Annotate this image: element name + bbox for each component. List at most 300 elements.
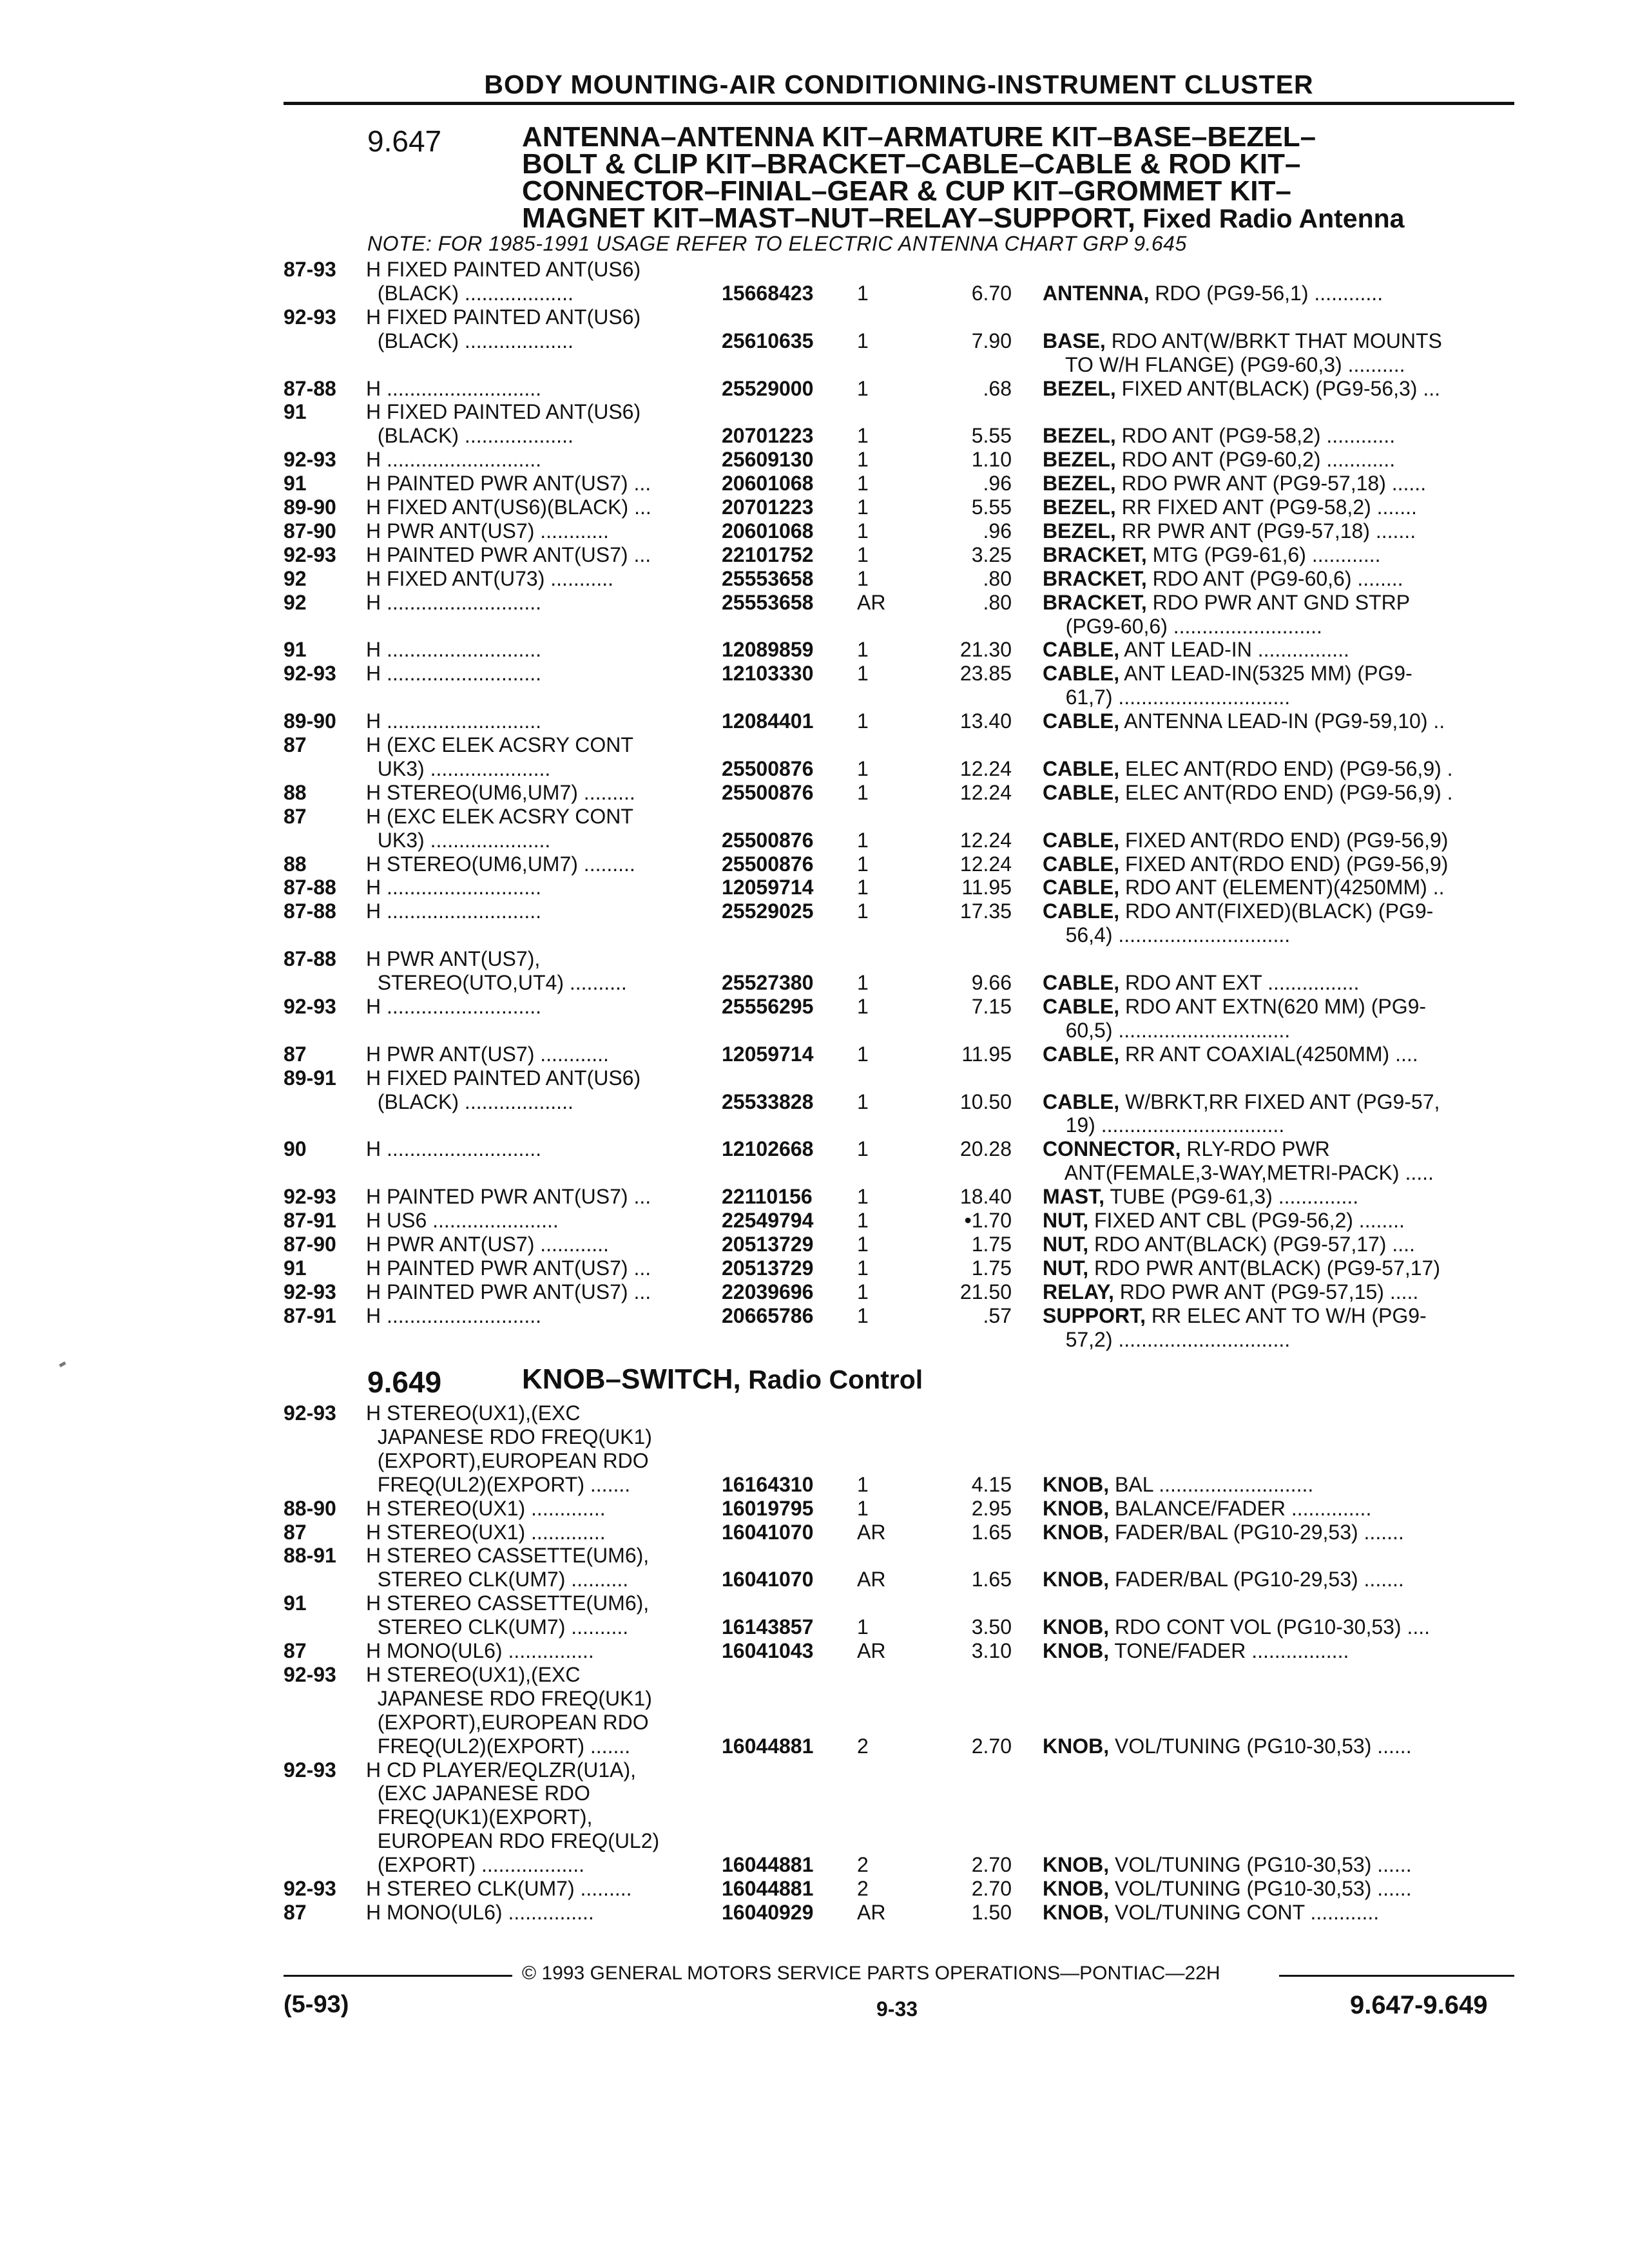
section-title-line: BOLT & CLIP KIT–BRACKET–CABLE–CABLE & ROD KIT–: [522, 148, 1301, 180]
part-name-bold: BEZEL,: [1043, 376, 1116, 400]
part-name-detail: RDO ANT (PG9-60,2) ............: [1115, 448, 1396, 472]
year-range: 87: [284, 1639, 307, 1662]
year-range: 89-90: [284, 709, 336, 733]
year-range: 87-88: [284, 376, 336, 400]
usage-description: H STEREO(UM6,UM7) .........: [366, 780, 635, 804]
quantity: 1: [857, 1042, 869, 1066]
part-name-bold: KNOB,: [1043, 1496, 1110, 1520]
price: 1.10: [971, 448, 1012, 472]
part-name-detail: RDO ANT(W/BRKT THAT MOUNTS: [1105, 329, 1442, 352]
part-name-bold: MAST,: [1043, 1185, 1104, 1209]
part-name-bold: KNOB,: [1043, 1734, 1110, 1758]
part-name: [1043, 1568, 1519, 1591]
part-name-bold: BASE,: [1043, 329, 1106, 352]
quantity: 1: [857, 543, 869, 566]
year-range: 92: [284, 590, 307, 614]
part-name-detail: RDO PWR ANT (PG9-57,18) ......: [1115, 472, 1427, 495]
usage-description: H STEREO(UX1),(EXC: [366, 1401, 581, 1425]
part-name-detail: RDO ANT (ELEMENT)(4250MM) ..: [1119, 876, 1445, 899]
year-range: 92-93: [284, 1185, 336, 1209]
part-name: [1043, 1521, 1519, 1544]
footer-page-number: 9-33: [876, 1997, 918, 2021]
year-range: 90: [284, 1137, 307, 1161]
usage-description: H STEREO(UX1) .............: [366, 1520, 606, 1544]
part-name-detail: RDO (PG9-56,1) ............: [1149, 281, 1383, 305]
section-title-line: CONNECTOR–FINIAL–GEAR & CUP KIT–GROMMET KIT–: [522, 175, 1291, 207]
part-number: 25529025: [722, 899, 814, 923]
part-number: 12103330: [722, 662, 814, 686]
part-name-detail: RR FIXED ANT (PG9-58,2) .......: [1115, 495, 1417, 519]
usage-description: H PAINTED PWR ANT(US7) ...: [366, 543, 651, 566]
quantity: 1: [857, 1496, 869, 1520]
usage-description: H PAINTED PWR ANT(US7) ...: [366, 472, 651, 495]
price: 13.40: [959, 709, 1012, 733]
quantity: 1: [857, 876, 869, 899]
part-name-bold: BEZEL,: [1043, 472, 1116, 495]
part-name-bold: BRACKET,: [1043, 543, 1147, 566]
part-number: 16044881: [722, 1853, 814, 1877]
quantity: 1: [857, 971, 869, 994]
part-name-detail: VOL/TUNING (PG10-30,53) ......: [1109, 1877, 1412, 1900]
part-name-bold: CABLE,: [1043, 899, 1120, 923]
usage-description: EUROPEAN RDO FREQ(UL2): [366, 1829, 660, 1853]
part-name-bold: CABLE,: [1043, 828, 1120, 852]
part-name-bold: BEZEL,: [1043, 495, 1116, 519]
part-number: 16044881: [722, 1877, 814, 1900]
part-name-bold: KNOB,: [1043, 1520, 1110, 1544]
usage-description: H PWR ANT(US7) ............: [366, 1232, 609, 1256]
year-range: 92-93: [284, 1877, 336, 1900]
year-range: 87: [284, 733, 307, 756]
part-name-detail: RDO ANT(FIXED)(BLACK) (PG9-: [1119, 899, 1434, 923]
part-name-detail: RDO ANT EXT ................: [1119, 971, 1360, 994]
price: 12.24: [959, 756, 1012, 780]
usage-description: H ...........................: [366, 876, 542, 899]
part-name: [1043, 1735, 1519, 1758]
part-name-detail: ANT(FEMALE,3-WAY,METRI-PACK) .....: [1043, 1161, 1434, 1185]
usage-description: H STEREO CLK(UM7) .........: [366, 1877, 632, 1900]
part-name-detail: TO W/H FLANGE) (PG9-60,3) ..........: [1043, 352, 1405, 376]
part-name-bold: SUPPORT,: [1043, 1303, 1146, 1327]
part-number: 16044881: [722, 1734, 814, 1758]
part-name-detail: FADER/BAL (PG10-29,53) .......: [1109, 1520, 1404, 1544]
part-number: 12059714: [722, 876, 814, 899]
part-name-detail: VOL/TUNING (PG10-30,53) ......: [1109, 1853, 1412, 1877]
part-name: [1043, 1901, 1519, 1925]
usage-description: H ...........................: [366, 709, 542, 733]
price: •1.70: [964, 1209, 1012, 1232]
part-name-detail: TONE/FADER .................: [1109, 1639, 1349, 1662]
part-name-detail: RR ANT COAXIAL(4250MM) ....: [1119, 1042, 1418, 1066]
price: 20.28: [959, 1137, 1012, 1161]
part-number: 12102668: [722, 1137, 814, 1161]
price: 2.70: [971, 1734, 1012, 1758]
usage-description: H ...........................: [366, 899, 542, 923]
part-name-bold: KNOB,: [1043, 1877, 1110, 1900]
usage-description: (BLACK) ...................: [366, 281, 574, 305]
part-name-detail: 57,2) ..............................: [1043, 1327, 1291, 1351]
year-range: 92-93: [284, 305, 336, 329]
part-number: 12084401: [722, 709, 814, 733]
footer-date: (5-93): [284, 1991, 349, 2018]
year-range: 92-93: [284, 1758, 336, 1782]
year-range: 87-91: [284, 1303, 336, 1327]
usage-description: STEREO CLK(UM7) ..........: [366, 1568, 629, 1591]
part-name-detail: RDO PWR ANT (PG9-57,15) .....: [1113, 1280, 1419, 1303]
year-range: 88: [284, 852, 307, 876]
part-name-bold: CONNECTOR,: [1043, 1137, 1181, 1161]
usage-description: H FIXED PAINTED ANT(US6): [366, 1066, 641, 1090]
part-number: 25553658: [722, 590, 814, 614]
year-range: 92-93: [284, 1280, 336, 1303]
price: .80: [983, 590, 1012, 614]
part-name-bold: CABLE,: [1043, 852, 1120, 876]
part-number: 12059714: [722, 1042, 814, 1066]
price: 2.95: [971, 1496, 1012, 1520]
price: 1.75: [971, 1232, 1012, 1256]
usage-description: H ...........................: [366, 638, 542, 662]
year-range: 91: [284, 472, 307, 495]
usage-description: H FIXED PAINTED ANT(US6): [366, 258, 641, 281]
part-name-bold: CABLE,: [1043, 780, 1120, 804]
part-name-bold: KNOB,: [1043, 1639, 1110, 1662]
year-range: 91: [284, 400, 307, 424]
quantity: 1: [857, 1615, 869, 1639]
price: 7.15: [971, 994, 1012, 1018]
part-name-bold: NUT,: [1043, 1232, 1089, 1256]
part-name: [1043, 1877, 1519, 1901]
part-name: [1043, 1497, 1519, 1521]
part-number: 16019795: [722, 1496, 814, 1520]
usage-description: H PAINTED PWR ANT(US7) ...: [366, 1185, 651, 1209]
quantity: 1: [857, 1185, 869, 1209]
part-name-bold: BRACKET,: [1043, 590, 1147, 614]
year-range: 92-93: [284, 543, 336, 566]
part-name-detail: FIXED ANT(BLACK) (PG9-56,3) ...: [1115, 376, 1441, 400]
quantity: 1: [857, 472, 869, 495]
quantity: 1: [857, 1256, 869, 1280]
year-range: 87: [284, 1042, 307, 1066]
usage-description: H PAINTED PWR ANT(US7) ...: [366, 1256, 651, 1280]
part-number: 16164310: [722, 1472, 814, 1496]
usage-description: H ...........................: [366, 662, 542, 686]
quantity: 1: [857, 519, 869, 543]
part-number: 25610635: [722, 329, 814, 352]
part-name-detail: MTG (PG9-61,6) ............: [1146, 543, 1381, 566]
quantity: 1: [857, 424, 869, 448]
usage-description: H ...........................: [366, 448, 542, 472]
usage-description: H FIXED ANT(U73) ...........: [366, 566, 614, 590]
quantity: 1: [857, 994, 869, 1018]
usage-description: H CD PLAYER/EQLZR(U1A),: [366, 1758, 637, 1782]
quantity: 1: [857, 281, 869, 305]
price: 2.70: [971, 1877, 1012, 1900]
footer-rule: [1279, 1975, 1514, 1977]
price: 5.55: [971, 495, 1012, 519]
year-range: 91: [284, 638, 307, 662]
usage-description: FREQ(UL2)(EXPORT) .......: [366, 1472, 631, 1496]
price: 2.70: [971, 1853, 1012, 1877]
part-number: 25529000: [722, 376, 814, 400]
price: 6.70: [971, 281, 1012, 305]
usage-description: H PWR ANT(US7) ............: [366, 519, 609, 543]
part-number: 20601068: [722, 472, 814, 495]
section-title-line: ANTENNA–ANTENNA KIT–ARMATURE KIT–BASE–BEZEL–: [522, 121, 1316, 153]
price: 21.30: [959, 638, 1012, 662]
year-range: 87-88: [284, 876, 336, 899]
year-range: 88: [284, 780, 307, 804]
usage-note: NOTE: FOR 1985-1991 USAGE REFER TO ELECTRIC ANTENNA CHART GRP 9.645: [367, 232, 1187, 255]
part-name-detail: RDO ANT (PG9-60,6) ........: [1146, 566, 1403, 590]
part-name-detail: RDO ANT(BLACK) (PG9-57,17) ....: [1088, 1232, 1415, 1256]
part-number: 16041070: [722, 1568, 814, 1591]
part-name-detail: 61,7) ..............................: [1043, 686, 1291, 709]
year-range: 87-88: [284, 899, 336, 923]
usage-description: (BLACK) ...................: [366, 329, 574, 352]
part-number: 25500876: [722, 828, 814, 852]
part-name-detail: 56,4) ..............................: [1043, 923, 1291, 947]
price: .57: [983, 1303, 1012, 1327]
usage-description: H ...........................: [366, 1137, 542, 1161]
part-name-bold: BEZEL,: [1043, 448, 1116, 472]
usage-description: H ...........................: [366, 376, 542, 400]
usage-description: H STEREO CASSETTE(UM6),: [366, 1544, 650, 1568]
part-name: [1043, 1615, 1519, 1639]
part-name-bold: BRACKET,: [1043, 566, 1147, 590]
part-number: 22039696: [722, 1280, 814, 1303]
quantity: 1: [857, 1303, 869, 1327]
part-number: 22549794: [722, 1209, 814, 1232]
part-name-detail: BALANCE/FADER ..............: [1109, 1496, 1372, 1520]
section-title-9649: KNOB–SWITCH, Radio Control: [522, 1363, 923, 1395]
part-name-bold: CABLE,: [1043, 994, 1120, 1018]
part-name-detail: W/BRKT,RR FIXED ANT (PG9-57,: [1119, 1090, 1440, 1113]
quantity: 1: [857, 780, 869, 804]
part-number: 22101752: [722, 543, 814, 566]
part-name-detail: ANTENNA LEAD-IN (PG9-59,10) ..: [1119, 709, 1445, 733]
year-range: 87: [284, 1900, 307, 1924]
price: 10.50: [959, 1090, 1012, 1113]
section-title-suffix: Fixed Radio Antenna: [1135, 204, 1405, 233]
quantity: 1: [857, 1232, 869, 1256]
part-name-bold: CABLE,: [1043, 709, 1120, 733]
part-number: 25500876: [722, 852, 814, 876]
price: 3.25: [971, 543, 1012, 566]
footer-rule: [284, 1975, 512, 1977]
year-range: 87-88: [284, 947, 336, 971]
quantity: 1: [857, 448, 869, 472]
quantity: 1: [857, 1090, 869, 1113]
price: 1.75: [971, 1256, 1012, 1280]
part-name-bold: CABLE,: [1043, 876, 1120, 899]
usage-description: H ...........................: [366, 994, 542, 1018]
usage-description: H MONO(UL6) ...............: [366, 1900, 594, 1924]
year-range: 88-90: [284, 1496, 336, 1520]
part-name-detail: FIXED ANT CBL (PG9-56,2) ........: [1088, 1209, 1405, 1232]
part-name-detail: ELEC ANT(RDO END) (PG9-56,9) .: [1119, 756, 1453, 780]
usage-description: (EXPORT),EUROPEAN RDO: [366, 1448, 649, 1472]
year-range: 92-93: [284, 448, 336, 472]
price: .96: [983, 472, 1012, 495]
part-name-bold: KNOB,: [1043, 1615, 1110, 1639]
part-number: 20665786: [722, 1303, 814, 1327]
quantity: AR: [857, 1639, 886, 1662]
quantity: 2: [857, 1853, 869, 1877]
quantity: AR: [857, 590, 886, 614]
price: 1.65: [971, 1520, 1012, 1544]
part-name-bold: BEZEL,: [1043, 424, 1116, 448]
usage-description: (EXPORT),EUROPEAN RDO: [366, 1710, 649, 1734]
quantity: 1: [857, 1472, 869, 1496]
usage-description: (EXPORT) ..................: [366, 1853, 585, 1877]
price: 23.85: [959, 662, 1012, 686]
usage-description: FREQ(UK1)(EXPORT),: [366, 1805, 593, 1829]
price: 3.10: [971, 1639, 1012, 1662]
year-range: 91: [284, 1591, 307, 1615]
quantity: 1: [857, 329, 869, 352]
year-range: 92-93: [284, 994, 336, 1018]
usage-description: H STEREO CASSETTE(UM6),: [366, 1591, 650, 1615]
part-number: 25609130: [722, 448, 814, 472]
usage-description: UK3) .....................: [366, 828, 551, 852]
price: 21.50: [959, 1280, 1012, 1303]
quantity: 1: [857, 756, 869, 780]
usage-description: H ...........................: [366, 590, 542, 614]
part-name-bold: KNOB,: [1043, 1853, 1110, 1877]
quantity: 1: [857, 638, 869, 662]
part-number: 12089859: [722, 638, 814, 662]
part-name-bold: KNOB,: [1043, 1568, 1110, 1591]
usage-description: H FIXED PAINTED ANT(US6): [366, 305, 641, 329]
price: 17.35: [959, 899, 1012, 923]
part-name-detail: VOL/TUNING (PG10-30,53) ......: [1109, 1734, 1412, 1758]
part-name-bold: CABLE,: [1043, 638, 1120, 662]
usage-description: H PWR ANT(US7),: [366, 947, 541, 971]
quantity: 1: [857, 376, 869, 400]
part-name-bold: BEZEL,: [1043, 519, 1116, 543]
year-range: 87-93: [284, 258, 336, 281]
price: .80: [983, 566, 1012, 590]
part-name-detail: RDO ANT (PG9-58,2) ............: [1115, 424, 1396, 448]
price: 11.95: [961, 1042, 1012, 1066]
part-name-detail: TUBE (PG9-61,3) ..............: [1104, 1185, 1359, 1209]
usage-description: H FIXED PAINTED ANT(US6): [366, 400, 641, 424]
price: 12.24: [959, 852, 1012, 876]
year-range: 87: [284, 1520, 307, 1544]
part-number: 25527380: [722, 971, 814, 994]
part-name-detail: RDO CONT VOL (PG10-30,53) ....: [1109, 1615, 1431, 1639]
quantity: 2: [857, 1877, 869, 1900]
part-name-detail: RR ELEC ANT TO W/H (PG9-: [1146, 1303, 1427, 1327]
part-name-detail: 60,5) ..............................: [1043, 1018, 1291, 1042]
part-number: 25500876: [722, 780, 814, 804]
price: 18.40: [959, 1185, 1012, 1209]
usage-description: H US6 ......................: [366, 1209, 559, 1232]
usage-description: JAPANESE RDO FREQ(UK1): [366, 1686, 652, 1710]
usage-description: UK3) .....................: [366, 756, 551, 780]
year-range: 87-90: [284, 1232, 336, 1256]
part-name-bold: CABLE,: [1043, 662, 1120, 686]
part-name-detail: (PG9-60,6) ..........................: [1043, 614, 1322, 638]
section-title-suffix: Radio Control: [740, 1365, 923, 1394]
part-number: 15668423: [722, 281, 814, 305]
price: 7.90: [971, 329, 1012, 352]
quantity: AR: [857, 1568, 886, 1591]
quantity: 1: [857, 1280, 869, 1303]
part-number: 25553658: [722, 566, 814, 590]
part-number: 25533828: [722, 1090, 814, 1113]
quantity: 1: [857, 1137, 869, 1161]
usage-description: (BLACK) ...................: [366, 424, 574, 448]
year-range: 89-91: [284, 1066, 336, 1090]
usage-description: H STEREO(UM6,UM7) .........: [366, 852, 635, 876]
part-number: 20513729: [722, 1232, 814, 1256]
usage-description: H PAINTED PWR ANT(US7) ...: [366, 1280, 651, 1303]
year-range: 87-91: [284, 1209, 336, 1232]
price: 1.65: [971, 1568, 1012, 1591]
year-range: 87: [284, 804, 307, 828]
part-number: 16041070: [722, 1520, 814, 1544]
year-range: 91: [284, 1256, 307, 1280]
footer-copyright: © 1993 GENERAL MOTORS SERVICE PARTS OPERATIONS—PONTIAC—22H: [522, 1963, 1220, 1984]
year-range: 89-90: [284, 495, 336, 519]
part-name-detail: FADER/BAL (PG10-29,53) .......: [1109, 1568, 1404, 1591]
part-name: [1043, 1473, 1519, 1497]
part-name-detail: RDO ANT EXTN(620 MM) (PG9-: [1119, 994, 1427, 1018]
quantity: 1: [857, 709, 869, 733]
usage-description: JAPANESE RDO FREQ(UK1): [366, 1425, 652, 1448]
part-number: 16143857: [722, 1615, 814, 1639]
part-number: 20513729: [722, 1256, 814, 1280]
part-name-bold: RELAY,: [1043, 1280, 1114, 1303]
quantity: 1: [857, 852, 869, 876]
year-range: 92-93: [284, 1401, 336, 1425]
page-title: BODY MOUNTING-AIR CONDITIONING-INSTRUMENT CLUSTER: [484, 70, 1314, 99]
quantity: AR: [857, 1520, 886, 1544]
quantity: AR: [857, 1900, 886, 1924]
part-name-detail: FIXED ANT(RDO END) (PG9-56,9): [1119, 828, 1449, 852]
usage-description: H STEREO(UX1),(EXC: [366, 1662, 581, 1686]
price: .96: [983, 519, 1012, 543]
part-number: 22110156: [722, 1185, 813, 1209]
price: 1.50: [971, 1900, 1012, 1924]
usage-description: STEREO(UTO,UT4) ..........: [366, 971, 627, 994]
usage-description: STEREO CLK(UM7) ..........: [366, 1615, 629, 1639]
usage-description: H (EXC ELEK ACSRY CONT: [366, 804, 633, 828]
part-name-detail: ANT LEAD-IN(5325 MM) (PG9-: [1119, 662, 1412, 686]
footer-section-range: 9.647-9.649: [1350, 1991, 1488, 2019]
year-range: 92-93: [284, 662, 336, 686]
usage-description: (BLACK) ...................: [366, 1090, 574, 1113]
part-number: 25500876: [722, 756, 814, 780]
quantity: 1: [857, 828, 869, 852]
price: 9.66: [971, 971, 1012, 994]
usage-description: (EXC JAPANESE RDO: [366, 1782, 590, 1805]
quantity: 1: [857, 495, 869, 519]
part-number: 20701223: [722, 424, 814, 448]
quantity: 2: [857, 1734, 869, 1758]
price: 3.50: [971, 1615, 1012, 1639]
part-name-bold: CABLE,: [1043, 1042, 1120, 1066]
usage-description: H PWR ANT(US7) ............: [366, 1042, 609, 1066]
part-name: [1043, 1639, 1519, 1663]
part-name-detail: VOL/TUNING CONT ............: [1109, 1900, 1380, 1924]
part-number: 20601068: [722, 519, 814, 543]
section-title-line: MAGNET KIT–MAST–NUT–RELAY–SUPPORT, Fixed Radio Antenna: [522, 202, 1405, 234]
quantity: 1: [857, 899, 869, 923]
year-range: 87-90: [284, 519, 336, 543]
part-name-detail: RLY-RDO PWR: [1181, 1137, 1330, 1161]
